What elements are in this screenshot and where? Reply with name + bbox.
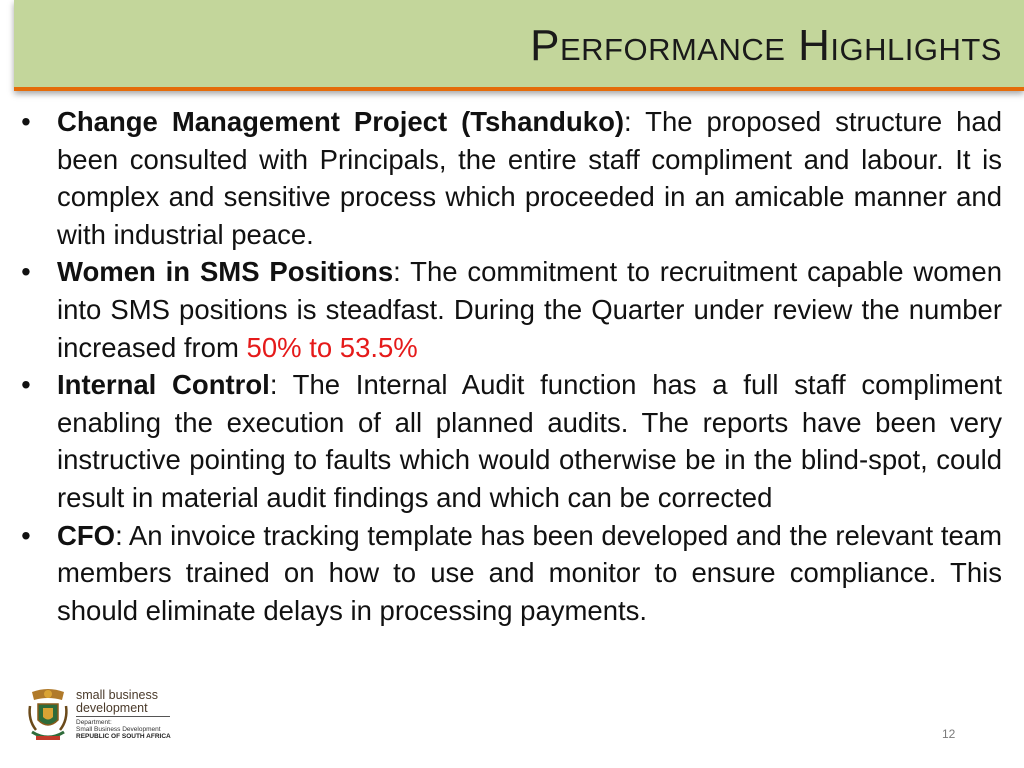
- logo-title-line2: development: [76, 701, 148, 715]
- page-number: 12: [942, 727, 956, 741]
- bullet-separator: :: [393, 256, 401, 288]
- bullet-text: The commitment to recruitment capable women into SMS positions is steadfast. During the Quarter under review the number increased from: [57, 256, 1002, 363]
- bullet-icon: •: [21, 369, 31, 401]
- bullet-item-internal-control: [16, 366, 1002, 516]
- title-bar: [14, 0, 1024, 91]
- bullet-item-change-management: [16, 103, 1002, 253]
- highlight-percentage: 50% to 53.5%: [246, 331, 418, 363]
- bullet-heading: Women in SMS Positions: [57, 256, 394, 288]
- bullet-separator: :: [269, 369, 278, 401]
- bullet-list: [16, 103, 1002, 629]
- coat-of-arms-icon: [26, 686, 70, 744]
- bullet-text: The proposed structure had been consulted with Principals, the entire staff compliment and labour. It is complex and sensitive process which proceeded in an amicable manner and with industrial peace.: [57, 106, 1002, 250]
- bullet-icon: •: [21, 106, 31, 137]
- bullet-icon: •: [21, 256, 31, 288]
- logo-department-name: Small Business Development: [76, 726, 161, 733]
- logo-title-line1: small business: [76, 688, 158, 702]
- logo-department-label: Department:: [76, 719, 112, 726]
- department-logo: [26, 686, 176, 746]
- bullet-separator: :: [115, 519, 123, 551]
- bullet-text: The Internal Audit function has a full staff compliment enabling the execution of all planned audits. The reports have been very instructive pointing to faults which would otherwise be in the blind-spot, could result in material audit findings and which can be corrected: [57, 369, 1002, 513]
- bullet-text: An invoice tracking template has been developed and the relevant team members trained on how to use and monitor to ensure compliance. This should eliminate delays in processing payments.: [57, 519, 1002, 626]
- slide-title: Performance Highlights: [530, 21, 1002, 70]
- bullet-separator: :: [624, 106, 632, 137]
- bullet-item-women-in-sms: [16, 253, 1002, 366]
- bullet-icon: •: [21, 519, 31, 551]
- bullet-heading: CFO: [57, 519, 116, 551]
- bullet-heading: Change Management Project (Tshanduko): [57, 106, 625, 137]
- bullet-heading: Internal Control: [57, 369, 270, 401]
- bullet-item-cfo: [16, 517, 1002, 630]
- logo-divider: [76, 716, 170, 717]
- logo-country: REPUBLIC OF SOUTH AFRICA: [76, 733, 171, 740]
